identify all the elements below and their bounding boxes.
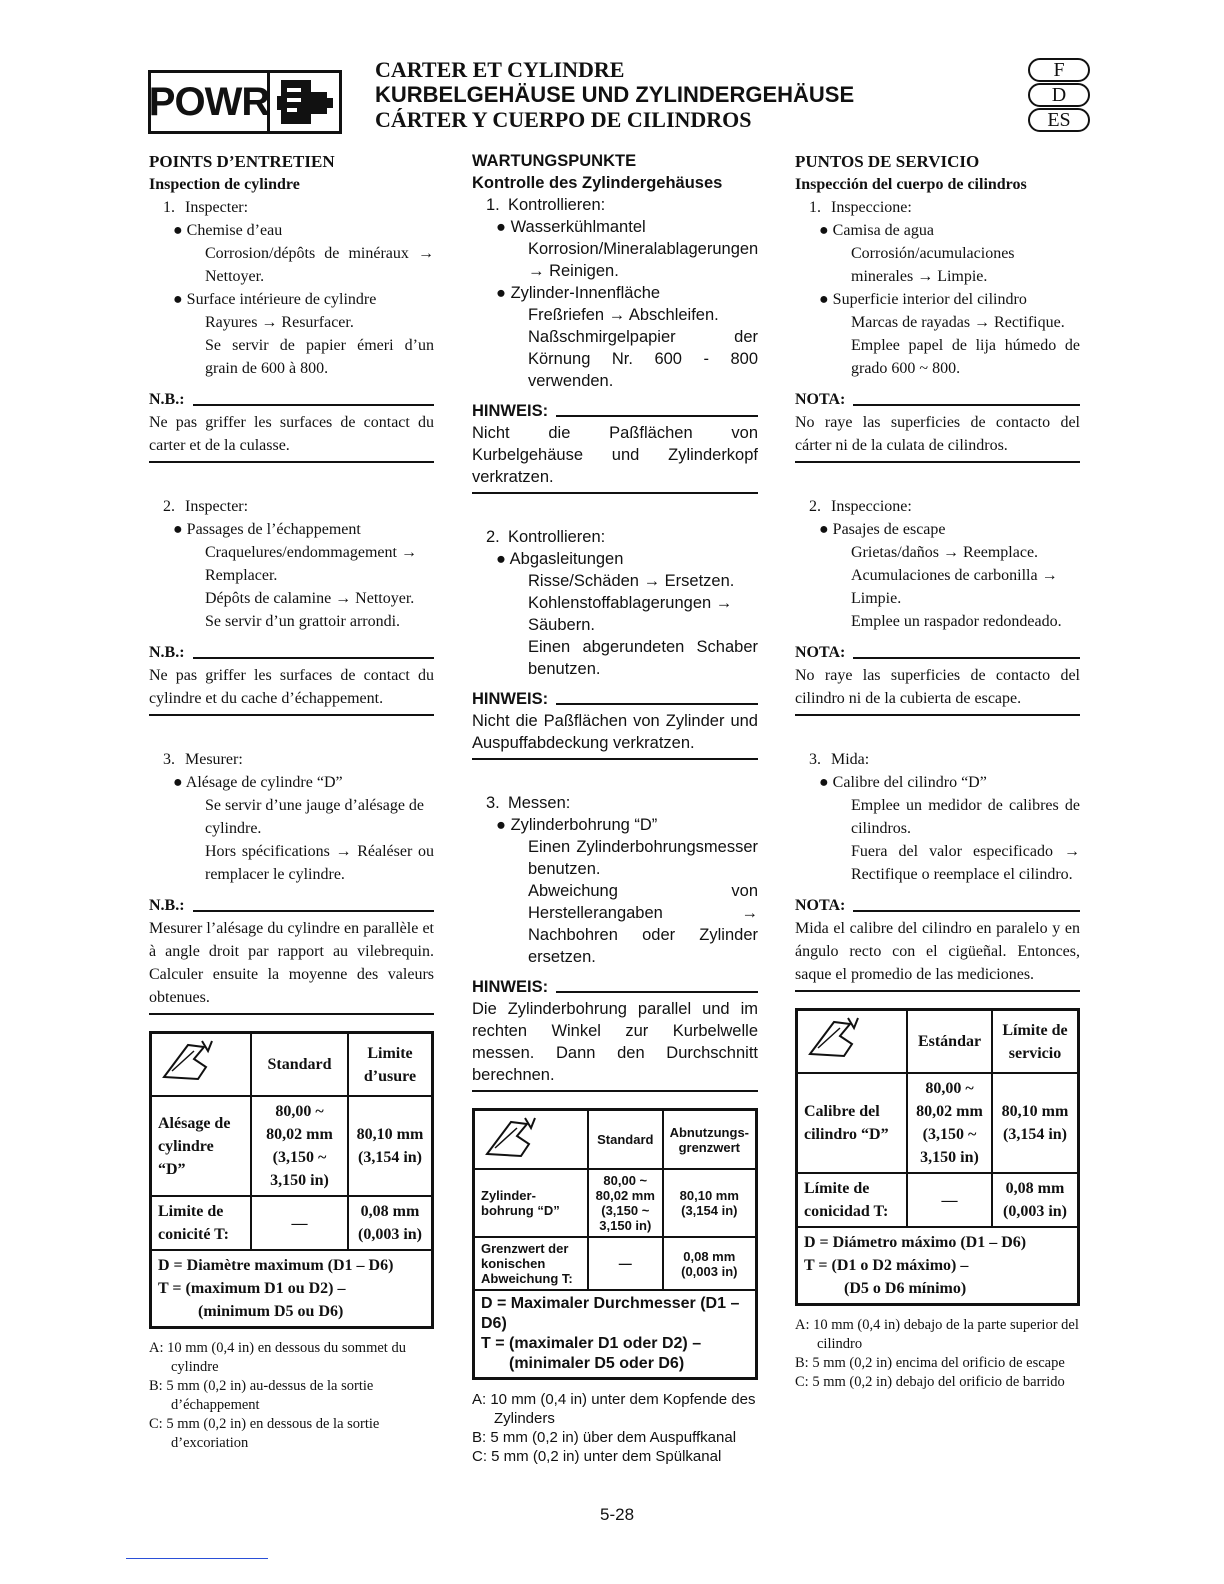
note-divider bbox=[149, 1013, 434, 1015]
title-es: CÁRTER Y CUERPO DE CILINDROS bbox=[375, 107, 752, 132]
title-fr: CARTER ET CYLINDRE bbox=[375, 57, 625, 82]
lang-badge-d: D bbox=[1028, 83, 1090, 107]
note-divider bbox=[795, 461, 1080, 463]
note-divider bbox=[795, 990, 1080, 992]
note-text: Die Zylinderbohrung parallel und im rechten Winkel zur Kurbelwelle messen. Dann den Durchschnitt berechnen. bbox=[472, 1000, 758, 1084]
cell-standard: 80,00 ~ 80,02 mm (3,150 ~ 3,150 in) bbox=[251, 1096, 348, 1196]
footer-rule bbox=[126, 1558, 268, 1559]
note-divider bbox=[795, 714, 1080, 716]
header-standard: Standard bbox=[588, 1110, 663, 1170]
step-3: 3. Messen: bbox=[486, 794, 571, 812]
step-text: Freßriefen → Abschleifen. bbox=[528, 306, 719, 324]
note-heading: N.B.: bbox=[149, 388, 434, 411]
step-3: 3. Mida: bbox=[809, 751, 870, 768]
step-text: Einen Zylinderbohrungsmesser benutzen. bbox=[528, 838, 758, 878]
step-text: Acumulaciones de carbonilla → Limpie. bbox=[851, 567, 1058, 607]
spec-table bbox=[472, 1108, 758, 1380]
column-french bbox=[149, 150, 434, 1453]
note-text: Mesurer l’alésage du cylindre en parallèle et à angle droit par rapport au vilebrequin. Calculer ensuite la moyenne des valeurs obtenues. bbox=[149, 920, 434, 1006]
note-text: No raye las superficies de contacto del cilindro ni de la cubierta de escape. bbox=[795, 667, 1080, 707]
caliper-icon bbox=[151, 1033, 252, 1097]
title-de: KURBELGEHÄUSE UND ZYLINDERGEHÄUSE bbox=[375, 82, 855, 107]
step-text: Grietas/daños → Reemplace. bbox=[851, 544, 1039, 561]
cell-standard: 80,00 ~ 80,02 mm (3,150 ~ 3,150 in) bbox=[588, 1169, 663, 1237]
bullet-item: ● Surface intérieure de cylindre bbox=[173, 291, 377, 308]
spec-table bbox=[795, 1008, 1080, 1306]
bullet-item: ● Passages de l’échappement bbox=[173, 521, 361, 538]
section-heading: POINTS D’ENTRETIEN bbox=[149, 152, 335, 171]
bullet-item: ● Zylinderbohrung “D” bbox=[496, 816, 658, 834]
note-heading: NOTA: bbox=[795, 894, 1080, 917]
cell-limit: 80,10 mm (3,154 in) bbox=[992, 1073, 1079, 1173]
note-heading: NOTA: bbox=[795, 388, 1080, 411]
note-text: Ne pas griffer les surfaces de contact du carter et de la culasse. bbox=[149, 414, 434, 454]
step-2: 2. Inspecter: bbox=[163, 498, 249, 515]
lang-badge-es: ES bbox=[1028, 108, 1090, 132]
row-label: Límite de conicidad T: bbox=[797, 1173, 908, 1227]
table-legend: D = Diámetro máximo (D1 – D6) T = (D1 o D2 máximo) – (D5 o D6 mínimo) bbox=[797, 1227, 1079, 1305]
engine-icon bbox=[270, 73, 339, 131]
column-german bbox=[472, 150, 758, 1466]
note-text: Ne pas griffer les surfaces de contact du cylindre et du cache d’échappement. bbox=[149, 667, 434, 707]
step-text: Abweichung von Herstellerangaben → Nachbohren oder Zylinder ersetzen. bbox=[528, 882, 758, 966]
note-text: Nicht die Paßflächen von Kurbelgehäuse und Zylinderkopf verkratzen. bbox=[472, 424, 758, 486]
cell-limit: 0,08 mm (0,003 in) bbox=[992, 1173, 1079, 1227]
cell-standard: 80,00 ~ 80,02 mm (3,150 ~ 3,150 in) bbox=[907, 1073, 992, 1173]
cell-limit: 80,10 mm (3,154 in) bbox=[663, 1169, 757, 1237]
row-label: Calibre del cilindro “D” bbox=[797, 1073, 908, 1173]
header-standard: Standard bbox=[251, 1033, 348, 1097]
note-heading: NOTA: bbox=[795, 641, 1080, 664]
step-1: 1. Inspecter: bbox=[163, 199, 249, 216]
note-text: No raye las superficies de contacto del cárter ni de la culata de cilindros. bbox=[795, 414, 1080, 454]
bullet-item: ● Alésage de cylindre “D” bbox=[173, 774, 343, 791]
subsection-heading: Inspección del cuerpo de cilindros bbox=[795, 176, 1027, 193]
step-text: Kohlenstoffablagerungen → Säubern. bbox=[528, 594, 733, 634]
step-text: Korrosion/Mineralablagerungen → Reinigen. bbox=[528, 240, 759, 280]
subsection-heading: Inspection de cylindre bbox=[149, 176, 300, 193]
bullet-item: ● Calibre del cilindro “D” bbox=[819, 774, 987, 791]
step-text: Se servir d’une jauge d’alésage de cylindre. bbox=[205, 797, 425, 837]
header-limit: Limite d’usure bbox=[348, 1033, 433, 1097]
logo-text: POWR bbox=[151, 73, 270, 131]
row-label: Alésage de cylindre “D” bbox=[151, 1096, 252, 1196]
step-text: Se servir d’un grattoir arrondi. bbox=[205, 613, 401, 630]
note-divider bbox=[472, 492, 758, 494]
cell-limit: 80,10 mm (3,154 in) bbox=[348, 1096, 433, 1196]
step-text: Einen abgerundeten Schaber benutzen. bbox=[528, 638, 758, 678]
step-1: 1. Inspeccione: bbox=[809, 199, 912, 216]
step-3: 3. Mesurer: bbox=[163, 751, 243, 768]
note-divider bbox=[472, 758, 758, 760]
bullet-item: ● Camisa de agua bbox=[819, 222, 934, 239]
page-number: 5-28 bbox=[600, 1505, 635, 1524]
note-heading: HINWEIS: bbox=[472, 400, 758, 422]
note-heading: N.B.: bbox=[149, 894, 434, 917]
bullet-item: ● Zylinder-Innenfläche bbox=[496, 284, 661, 302]
cell-limit: 0,08 mm (0,003 in) bbox=[663, 1237, 757, 1290]
bullet-item: ● Wasserkühlmantel bbox=[496, 218, 646, 236]
step-1: 1. Kontrollieren: bbox=[486, 196, 606, 214]
caliper-icon bbox=[797, 1010, 908, 1074]
table-legend: D = Diamètre maximum (D1 – D6) T = (maximum D1 ou D2) – (minimum D5 ou D6) bbox=[151, 1250, 433, 1328]
cell-limit: 0,08 mm (0,003 in) bbox=[348, 1196, 433, 1250]
note-heading: HINWEIS: bbox=[472, 688, 758, 710]
note-divider bbox=[149, 461, 434, 463]
step-2: 2. Kontrollieren: bbox=[486, 528, 606, 546]
cell-standard: — bbox=[907, 1173, 992, 1227]
bullet-item: ● Pasajes de escape bbox=[819, 521, 946, 538]
note-divider bbox=[472, 1090, 758, 1092]
header-limit: Límite de servicio bbox=[992, 1010, 1079, 1074]
footnotes: A: 10 mm (0,4 in) en dessous du sommet du cylindre B: 5 mm (0,2 in) au-dessus de la sortie d’échappement C: 5 mm (0,2 in) en dessous de la sortie d’excoriation bbox=[149, 1340, 406, 1451]
note-heading: HINWEIS: bbox=[472, 976, 758, 998]
step-text: Emplee un medidor de calibres de cilindros. bbox=[851, 797, 1080, 837]
subsection-heading: Kontrolle des Zylindergehäuses bbox=[472, 174, 723, 192]
header-standard: Estándar bbox=[907, 1010, 992, 1074]
row-label: Limite de conicité T: bbox=[151, 1196, 252, 1250]
step-text: Dépôts de calamine → Nettoyer. bbox=[205, 590, 415, 607]
note-divider bbox=[149, 714, 434, 716]
step-text: Craquelures/endommagement → Remplacer. bbox=[205, 544, 417, 584]
bullet-item: ● Superficie interior del cilindro bbox=[819, 291, 1027, 308]
step-text: Hors spécifications → Réaléser ou remplacer le cylindre. bbox=[205, 843, 434, 883]
step-text: Rayures → Resurfacer. bbox=[205, 314, 354, 331]
section-logo bbox=[148, 70, 342, 134]
cell-standard: — bbox=[251, 1196, 348, 1250]
footnotes: A: 10 mm (0,4 in) debajo de la parte superior del cilindro B: 5 mm (0,2 in) encima del orificio de escape C: 5 mm (0,2 in) debajo del orificio de barrido bbox=[795, 1317, 1079, 1390]
bullet-item: ● Abgasleitungen bbox=[496, 550, 624, 568]
section-heading: PUNTOS DE SERVICIO bbox=[795, 152, 980, 171]
row-label: Zylinder-bohrung “D” bbox=[474, 1169, 589, 1237]
header-limit: Abnutzungs-grenzwert bbox=[663, 1110, 757, 1170]
lang-badge-f: F bbox=[1028, 58, 1090, 82]
step-text: Marcas de rayadas → Rectifique. bbox=[851, 314, 1065, 331]
column-spanish bbox=[795, 150, 1080, 1392]
caliper-icon bbox=[474, 1110, 589, 1170]
spec-table bbox=[149, 1031, 434, 1329]
note-text: Nicht die Paßflächen von Zylinder und Auspuffabdeckung verkratzen. bbox=[472, 712, 758, 752]
step-text: Fuera del valor especificado → Rectifique o reemplace el cilindro. bbox=[851, 843, 1080, 883]
note-text: Mida el calibre del cilindro en paralelo y en ángulo recto con el cigüeñal. Entonces, saque el promedio de las mediciones. bbox=[795, 920, 1080, 983]
row-label: Grenzwert der konischen Abweichung T: bbox=[474, 1237, 589, 1290]
bullet-item: ● Chemise d’eau bbox=[173, 222, 283, 239]
step-2: 2. Inspeccione: bbox=[809, 498, 912, 515]
step-text: Naßschmirgelpapier der Körnung Nr. 600 - 800 verwenden. bbox=[528, 328, 758, 390]
footnotes: A: 10 mm (0,4 in) unter dem Kopfende des Zylinders B: 5 mm (0,2 in) über dem Auspuffkanal C: 5 mm (0,2 in) unter dem Spülkanal bbox=[472, 1391, 756, 1465]
cell-standard: — bbox=[588, 1237, 663, 1290]
step-text: Corrosion/dépôts de minéraux → Nettoyer. bbox=[205, 245, 434, 285]
step-text: Corrosión/acumulaciones minerales → Limpie. bbox=[851, 245, 1015, 285]
table-legend: D = Maximaler Durchmesser (D1 – D6) T = (maximaler D1 oder D2) – (minimaler D5 oder D6) bbox=[474, 1290, 757, 1379]
step-text: Emplee papel de lija húmedo de grado 600 ~ 800. bbox=[851, 337, 1080, 377]
section-heading: WARTUNGSPUNKTE bbox=[472, 152, 637, 170]
step-text: Emplee un raspador redondeado. bbox=[851, 613, 1062, 630]
step-text: Se servir de papier émeri d’un grain de 600 à 800. bbox=[205, 337, 434, 377]
note-heading: N.B.: bbox=[149, 641, 434, 664]
step-text: Risse/Schäden → Ersetzen. bbox=[528, 572, 735, 590]
